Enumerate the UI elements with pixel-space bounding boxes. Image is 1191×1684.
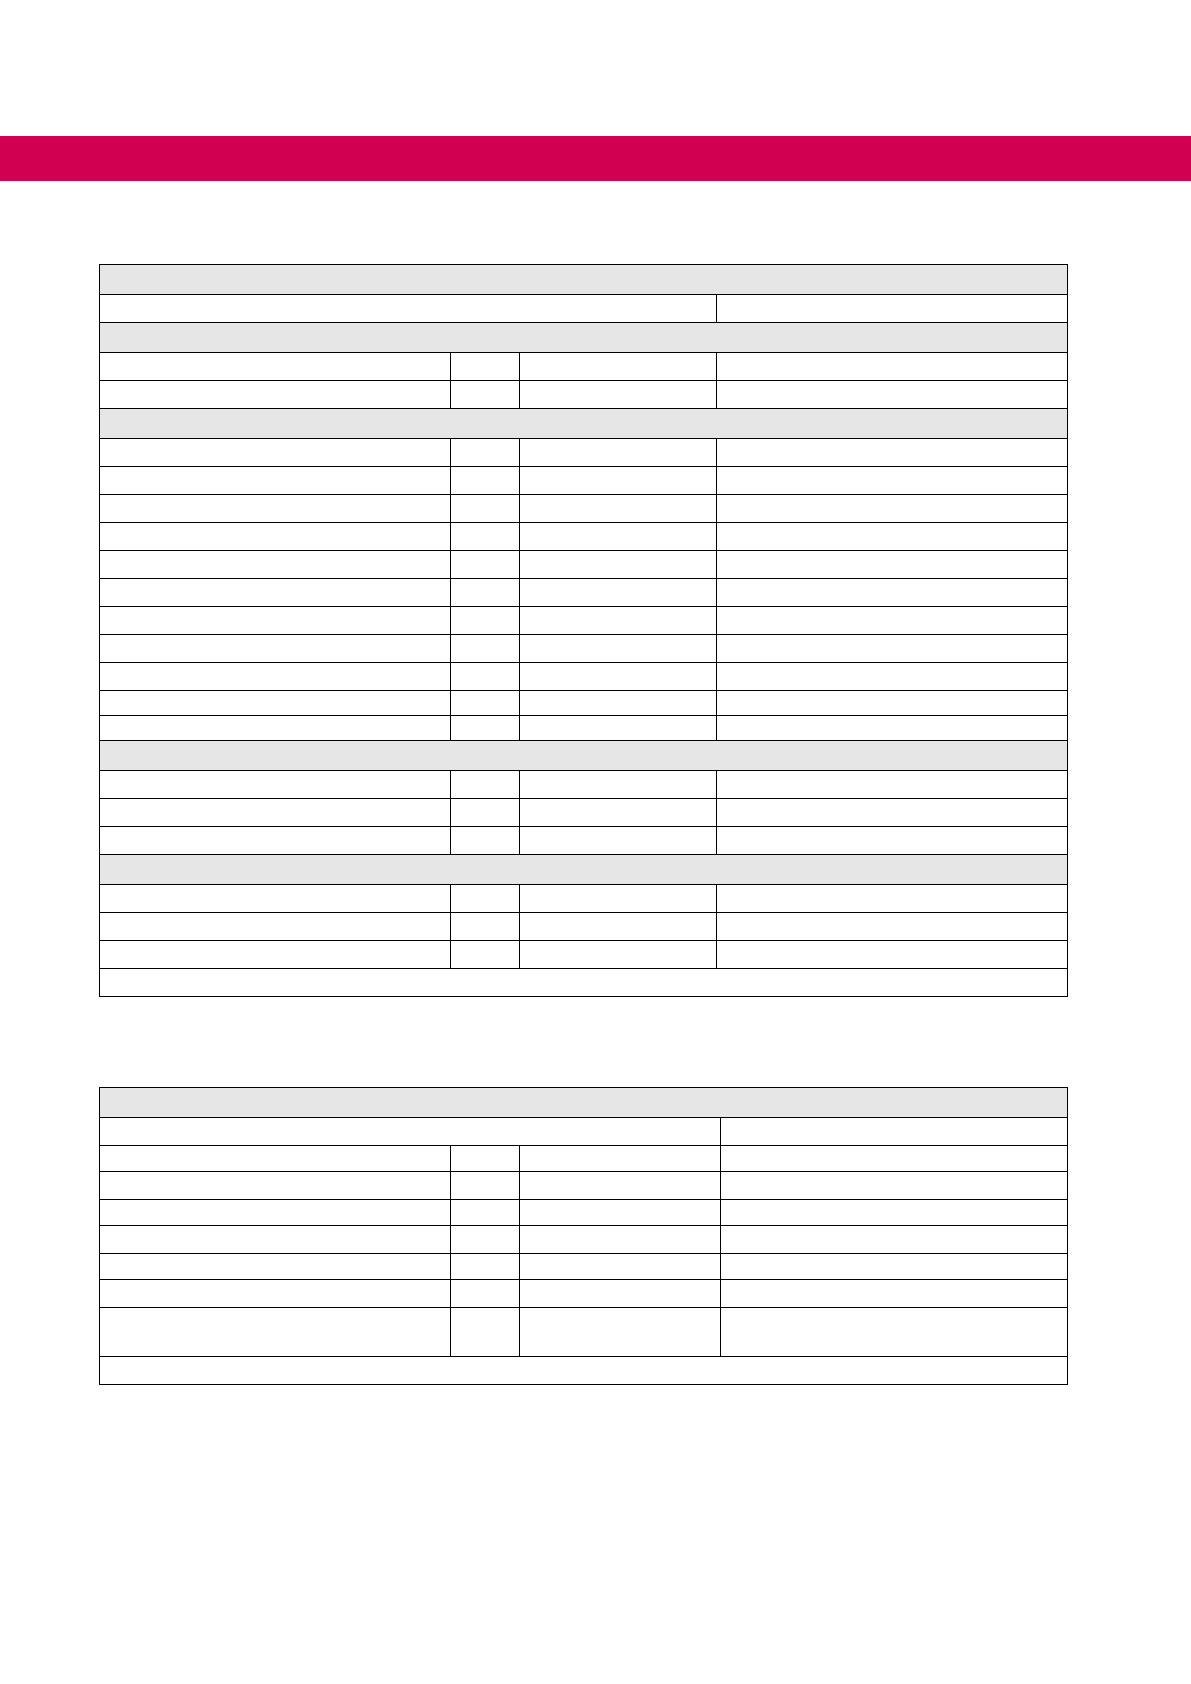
table-cell [717,353,1068,381]
table-cell [520,1226,721,1254]
table-cell [520,381,717,409]
table-cell [451,1280,520,1308]
table-cell [721,1146,1068,1172]
table-cell [717,635,1068,663]
table-cell [451,467,520,495]
table-cell [520,551,717,579]
table-cell [451,1172,520,1200]
table-cell [100,716,451,741]
table-cell [451,1254,520,1280]
table-cell [451,691,520,716]
table-row [100,827,1068,855]
table-cell [100,771,451,799]
table-cell [451,799,520,827]
section-header-row [100,265,1068,295]
table-cell [451,771,520,799]
table-cell [520,1254,721,1280]
table-cell [717,941,1068,969]
table-row [100,1172,1068,1200]
table-cell [717,771,1068,799]
table-cell [520,635,717,663]
table-cell [451,551,520,579]
table-cell [520,827,717,855]
table-cell [717,663,1068,691]
section-header-row [100,1088,1068,1118]
table-cell [100,969,1068,997]
table-row [100,495,1068,523]
table-cell [100,607,451,635]
table-cell [451,579,520,607]
table-cell [520,941,717,969]
header-accent-bar [0,136,1191,181]
table-cell [100,295,717,323]
table-row [100,353,1068,381]
table-cell [100,913,451,941]
table-cell [721,1118,1068,1146]
table-cell [721,1254,1068,1280]
table-cell [451,635,520,663]
table-cell [717,439,1068,467]
table-cell [717,381,1068,409]
table-cell [451,827,520,855]
table-cell [451,913,520,941]
form-table-1 [99,264,1068,997]
form-table-2 [99,1087,1068,1385]
table-cell [520,716,717,741]
table-cell [717,691,1068,716]
table-cell [520,885,717,913]
table-cell [717,579,1068,607]
table-cell [100,1226,451,1254]
table-cell [520,467,717,495]
table-cell [100,741,1068,771]
table-cell [100,265,1068,295]
table-cell [451,663,520,691]
table-row [100,771,1068,799]
table-row [100,716,1068,741]
table-cell [100,1118,721,1146]
footer-row [100,1357,1068,1385]
table-cell [451,1308,520,1357]
table-cell [520,439,717,467]
table-cell [100,1308,451,1357]
table-cell [717,295,1068,323]
table-cell [100,691,451,716]
table-cell [100,941,451,969]
table-cell [717,885,1068,913]
table-cell [451,1226,520,1254]
table-row [100,551,1068,579]
table-cell [717,607,1068,635]
table-row [100,1308,1068,1357]
table-cell [721,1308,1068,1357]
table-cell [100,551,451,579]
table-cell [100,855,1068,885]
section-header-row [100,323,1068,353]
table-cell [721,1172,1068,1200]
table-cell [520,495,717,523]
table-cell [451,439,520,467]
table-cell [520,913,717,941]
table-cell [100,635,451,663]
table-row [100,579,1068,607]
table-cell [100,885,451,913]
table-cell [717,827,1068,855]
table-cell [717,799,1068,827]
table-cell [451,716,520,741]
table-cell [520,1200,721,1226]
table-cell [717,913,1068,941]
table-cell [100,1357,1068,1385]
table-cell [100,323,1068,353]
table-cell [721,1200,1068,1226]
table-cell [520,663,717,691]
table-row [100,1146,1068,1172]
table-row [100,523,1068,551]
table-cell [100,409,1068,439]
table-cell [100,467,451,495]
footer-row [100,969,1068,997]
table-cell [520,579,717,607]
table-cell [451,523,520,551]
table-cell [520,691,717,716]
table-row [100,635,1068,663]
table-cell [100,495,451,523]
table-row [100,885,1068,913]
table-cell [100,523,451,551]
table-row [100,1200,1068,1226]
table-cell [721,1226,1068,1254]
table-row [100,1118,1068,1146]
table-cell [717,551,1068,579]
table-cell [100,1146,451,1172]
table-row [100,799,1068,827]
table-cell [451,941,520,969]
table-row [100,941,1068,969]
table-row [100,663,1068,691]
table-cell [100,827,451,855]
table-cell [721,1280,1068,1308]
table-cell [520,607,717,635]
table-row [100,691,1068,716]
table-row [100,1280,1068,1308]
table-cell [520,1146,721,1172]
table-cell [717,495,1068,523]
table-cell [520,1308,721,1357]
table-cell [100,799,451,827]
table-row [100,467,1068,495]
table-cell [520,799,717,827]
table-row [100,1226,1068,1254]
table-cell [451,1146,520,1172]
section-header-row [100,409,1068,439]
table-row [100,295,1068,323]
table-cell [100,1172,451,1200]
table-cell [100,579,451,607]
table-cell [520,1280,721,1308]
table-cell [451,353,520,381]
table-cell [717,523,1068,551]
table-cell [520,771,717,799]
table-cell [100,1088,1068,1118]
table-row [100,1254,1068,1280]
table-cell [520,523,717,551]
table-cell [100,663,451,691]
table-row [100,607,1068,635]
table-cell [100,439,451,467]
table-cell [100,1200,451,1226]
table-cell [100,1254,451,1280]
table-cell [100,1280,451,1308]
table-cell [100,353,451,381]
table-cell [451,381,520,409]
table-cell [717,467,1068,495]
table-row [100,381,1068,409]
section-header-row [100,741,1068,771]
table-cell [520,1172,721,1200]
table-row [100,439,1068,467]
table-cell [451,495,520,523]
section-header-row [100,855,1068,885]
table-cell [451,1200,520,1226]
table-cell [717,716,1068,741]
table-cell [100,381,451,409]
table-cell [451,885,520,913]
table-row [100,913,1068,941]
table-cell [520,353,717,381]
table-cell [451,607,520,635]
